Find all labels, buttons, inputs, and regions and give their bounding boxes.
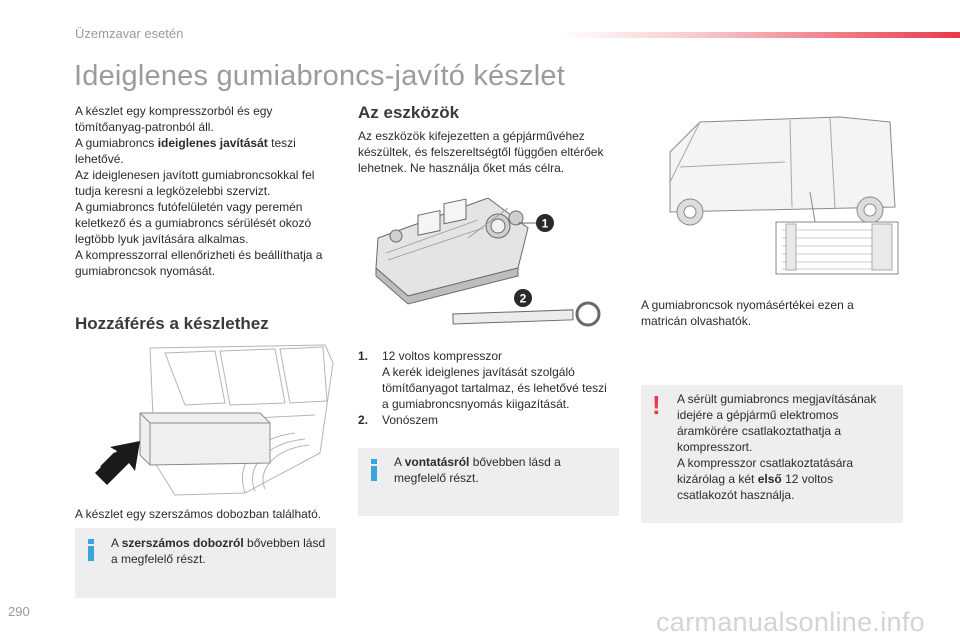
- callout-1-label: 1: [541, 216, 549, 231]
- warning-line-2: [677, 455, 895, 503]
- tools-list: [358, 348, 616, 428]
- callout-2-label: 2: [519, 291, 527, 306]
- tools-heading: Az eszközök: [358, 103, 460, 122]
- warning-icon: !: [652, 390, 661, 420]
- intro-p1: A készlet egy kompresszorból és egy tömítőanyag-patronból áll.: [75, 104, 273, 134]
- warning-line-1: A sérült gumiabroncs megjavításának idejére a gépjármű elektromos áramkörére csatlakoztathatja a kompresszort.: [677, 392, 877, 454]
- toolbox-info-bold: szerszámos dobozról: [121, 536, 244, 550]
- pressure-caption: A gumiabroncsok nyomásértékei ezen a matricán olvashatók.: [641, 298, 854, 328]
- toolbox-info-pre: A: [111, 536, 122, 550]
- van-label-illustration: [640, 112, 902, 284]
- info-icon: [88, 539, 96, 561]
- list-item: [358, 412, 616, 428]
- list-item-number: 1.: [358, 349, 369, 363]
- towing-info-post: bővebben lásd a megfelelő részt.: [394, 455, 561, 485]
- towing-info-text: [394, 454, 609, 486]
- warning-line-2-pre: A kompresszor csatlakoztatására kizárólag a két: [677, 456, 854, 486]
- intro-p5: A kompresszorral ellenőrizheti és beállíthatja a gumiabroncsok nyomását.: [75, 248, 323, 278]
- page-number: 290: [8, 604, 30, 619]
- info-icon: [371, 459, 379, 481]
- warning-line-2-bold: első: [757, 472, 782, 486]
- access-caption: A készlet egy szerszámos dobozban található.: [75, 507, 322, 521]
- towing-info-bold: vontatásról: [404, 455, 470, 469]
- towing-info-box: [358, 448, 619, 516]
- intro-p3: Az ideiglenesen javított gumiabroncsokkal fel tudja keresni a legközelebbi szervizt.: [75, 168, 315, 198]
- intro-p2: [75, 135, 337, 167]
- section-header: Üzemzavar esetén: [75, 26, 184, 41]
- intro-p4: A gumiabroncs futófelületén vagy peremén keletkező és a gumiabroncs sérülését okozó legtöbb lyuk javítására alkalmas.: [75, 200, 312, 246]
- seat-toolbox-illustration: [95, 343, 337, 498]
- intro-p2-bold: ideiglenes javítását: [157, 136, 268, 150]
- watermark: carmanualsonline.info: [656, 607, 925, 637]
- toolbox-info-post: bővebben lásd a megfelelő részt.: [111, 536, 326, 566]
- towing-info-pre: A: [394, 455, 405, 469]
- toolbox-info-text: [111, 535, 326, 567]
- warning-box: [641, 385, 903, 523]
- list-item: [358, 348, 616, 412]
- page-title: Ideiglenes gumiabroncs-javító készlet: [74, 60, 565, 92]
- list-item-title: Vonószem: [382, 413, 439, 427]
- list-item-body: [382, 348, 616, 412]
- access-heading: Hozzáférés a készlethez: [75, 314, 269, 333]
- repair-kit-illustration: [358, 198, 608, 333]
- intro-p2-post: teszi lehetővé.: [75, 136, 296, 166]
- list-item-body: [382, 412, 616, 428]
- list-item-number: 2.: [358, 413, 369, 427]
- list-item-desc: A kerék ideiglenes javítását szolgáló tömítőanyagot tartalmaz, és lehetővé teszi a gumiabroncsnyomás kiigazítását.: [382, 365, 607, 411]
- tools-text: Az eszközök kifejezetten a gépjárművéhez készültek, és felszereltségtől függően eltérőek lehetnek. Ne használja őket más célra.: [358, 129, 604, 175]
- toolbox-info-box: [75, 528, 336, 598]
- intro-p2-pre: A gumiabroncs: [75, 136, 158, 150]
- list-item-title: 12 voltos kompresszor: [382, 349, 503, 363]
- warning-line-2-post: 12 voltos csatlakozót használja.: [677, 472, 834, 502]
- accent-bar: [560, 32, 960, 38]
- intro-text: [75, 103, 337, 279]
- warning-text: [677, 391, 895, 503]
